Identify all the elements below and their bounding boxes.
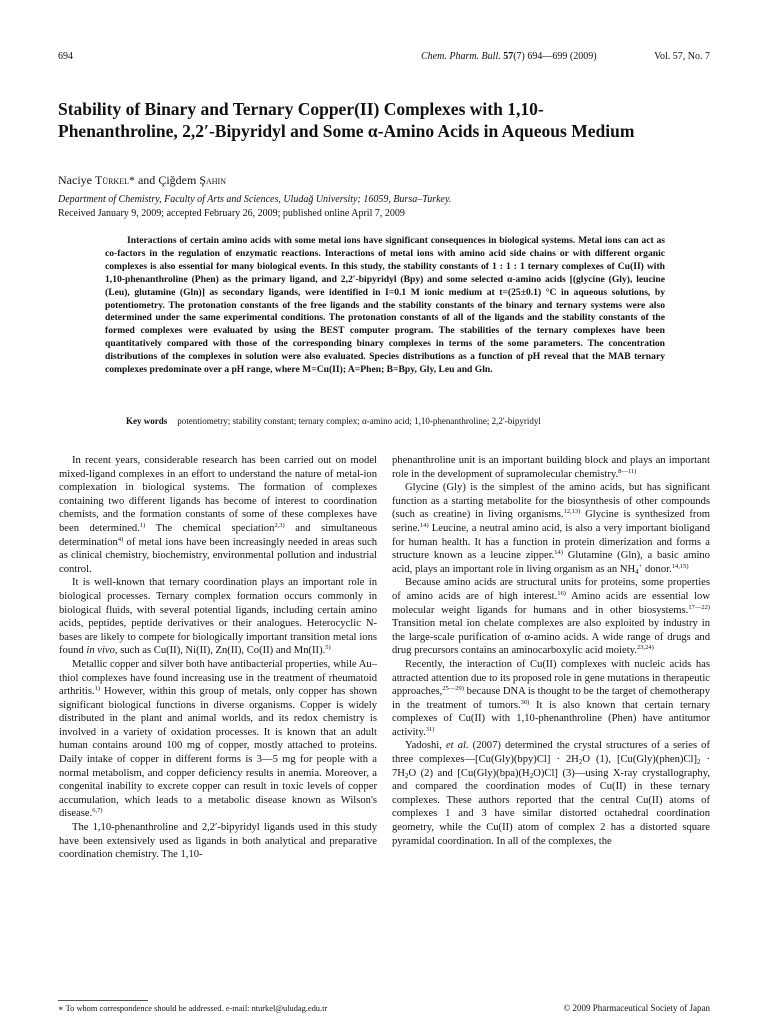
paragraph: Glycine (Gly) is the simplest of the amino acids, but has significant function as a starting metabolite for the biosynthesis of other compounds (such as creatine) in living organisms.$^{12,13)}$ Glycine is synthesized from serine.$^{14)}$ Leucine, a neutral amino acid, is also a very important bioligand for human health. It has a function in protein dimerization and forms a structure known as a leucine zipper.$^{14)}$ Glutamine (Gln), a basic amino acid, plays an important role in living organism as an $NH_4^+$ donor.$^{14,15)}$: [392, 482, 710, 576]
page-number: 694: [58, 51, 73, 62]
paragraph: Yadoshi, et al. (2007) determined the crystal structures of a series of three complexes—[Cu(Gly)(bpy)Cl] · $2H_2O$ (1), $[Cu(Gly)(phen)Cl]_2 \cdot 7H_2O$ (2) and $[Cu(Gly)(bpa)(H_2O)Cl]$ (3)—using X-ray crystallography, and compared the coordination modes of Cu(II) in these ternary complexes. These authors reported that the central Cu(II) atoms of complexes 1 and 3 have similar distorted octahedral coordination geometry, while the Cu(II) atom of complex 2 has a distorted square pyramidal coordination. In all of the complexes, the: [392, 740, 710, 847]
paragraph: Because amino acids are structural units for proteins, some properties of amino acids are of high interest.$^{16)}$ Amino acids are essential low molecular weight ligands for humans and in other biosystems.$^{17—22)}$ Transition metal ion chelate complexes are also exploited by industry in the large-scale purification of α-amino acids. A wide range of drugs and drug precursors contains an aminocarboxylic acid moiety.$^{23,24)}$: [392, 577, 710, 657]
reference-marker: 14): [419, 521, 429, 529]
reference-marker: 1): [139, 521, 146, 529]
reference-marker: 14): [554, 549, 563, 557]
correspondence-footnote: ∗ To whom correspondence should be addressed. e-mail: nturkel@uludag.edu.tr: [58, 1004, 328, 1013]
reference-marker: 12,13): [563, 508, 581, 516]
author2-first-name: Çiğdem: [158, 173, 197, 187]
copyright-notice: © 2009 Pharmaceutical Society of Japan: [563, 1003, 710, 1013]
paragraph: The 1,10-phenanthroline and 2,2′-bipyridyl ligands used in this study have been extensively used as ligands in both analytical and preparative coordination chemistry. The 1,10-: [59, 822, 377, 861]
reference-marker: 6,7): [92, 807, 103, 815]
reference-marker: 25—29): [442, 685, 464, 693]
reference-marker: 16): [557, 589, 566, 597]
volume-label: Vol. 57, No. 7: [654, 51, 710, 62]
running-header: [58, 51, 710, 65]
reference-marker: 1): [94, 685, 101, 693]
received-dates: Received January 9, 2009; accepted February 26, 2009; published online April 7, 2009: [58, 208, 405, 219]
reference-marker: 17—22): [688, 603, 710, 611]
keywords: [126, 416, 541, 426]
journal-name: Chem. Pharm. Bull.: [421, 51, 501, 62]
left-column: [59, 454, 377, 862]
article-title: Stability of Binary and Ternary Copper(II) Complexes with 1,10-Phenanthroline, 2,2′-Bipyridyl and Some α-Amino Acids in Aqueous Medium: [58, 99, 635, 141]
corresponding-mark: *: [128, 173, 135, 187]
author1-first-name: Naciye: [58, 173, 92, 187]
abstract: Interactions of certain amino acids with some metal ions have significant consequences in biological systems. Metal ions can act as co-factors in the regulation of enzymatic reactions. Interactions of metal ions with amino acid side chains or with different organic complexes is also essential for many biological events. In this study, the stability constants of 1 : 1 : 1 ternary complexes of Cu(II) with 1,10-phenanthroline (Phen) as the primary ligand, and 2,2′-bipyridyl (Bpy) and some selected α-amino acids [(glycine (Gly), leucine (Leu), glutamine (Gln)] as secondary ligands, were identified in I=0.1 M ionic medium at t=(25±0.1) °C in aqueous solutions, by potentiometry. The protonation constants of the free ligands and the stability constants of the binary and ternary systems were also determined under the same experimental conditions. The protonation constants of all of the ligands and the stability constants of the formed complexes were evaluated by using the BEST computer program. The stabilities of the ternary complexes have been quantitatively compared with those of the corresponding binary complexes in terms of the some parameters. The concentration distributions of the complexes in solution were also evaluated. Species distributions as a function of pH reveal that the MAB ternary complexes predominate over a pH range, where M=Cu(II); A=Phen; B=Bpy, Gly, Leu and Gln.: [105, 235, 665, 376]
keywords-text: potentiometry; stability constant; ternary complex; α-amino acid; 1,10-phenanthroline; 2,2′-bipyridyl: [177, 416, 541, 426]
journal-volume: 57: [503, 51, 514, 62]
journal-issue-pages: (7) 694—699 (2009): [513, 51, 597, 62]
reference-marker: 5): [325, 644, 331, 652]
reference-marker: 2,3): [274, 521, 285, 529]
reference-marker: 14,15): [671, 562, 689, 570]
reference-marker: 31): [425, 725, 435, 733]
author2-last-name: Şahin: [199, 173, 226, 187]
paragraph: phenanthroline unit is an important building block and plays an important role in the development of supramolecular chemistry.$^{8—11)}$: [392, 455, 710, 480]
reference-marker: 30): [520, 698, 530, 706]
journal-citation: [421, 51, 597, 62]
author1-last-name: Türkel: [94, 173, 129, 187]
paragraph: Metallic copper and silver both have antibacterial properties, while Au–thiol complexes have found increasing use in the treatment of rheumatoid arthritis.$^{1)}$ However, within this group of metals, only copper has shown significant biological functions in diverse organisms. Copper is widely distributed in the plant and animal worlds, and its redox chemistry is involved in a variety of oxidation processes. It is known that an adult human contains around 100 mg of copper, mostly attached to proteins. Daily intake of copper in different forms is 3—5 mg for people with a normal metabolism, and copper deficiency results in anemia. Moreover, a congenital inability to excrete copper can result in toxic levels of copper accumulation, which leads to a metabolic disease known as Wilson's disease.$^{6,7)}$: [59, 658, 377, 820]
footnote-rule: [58, 1000, 148, 1001]
paragraph: It is well-known that ternary coordination plays an important role in biological processes. Ternary complex formation occurs commonly in biological fluids, with several potential ligands, including certain amino acids, peptides, peptide derivatives or their analogues. Heterocyclic N-bases are likely to compete for biologically important transition metal ions found in vivo, such as Cu(II), Ni(II), Zn(II), Co(II) and Mn(II).$^{5)}$: [59, 577, 377, 657]
affiliation: Department of Chemistry, Faculty of Arts and Sciences, Uludağ University; 16059, Bursa–Turkey.: [58, 194, 452, 205]
paragraph: Recently, the interaction of Cu(II) complexes with nucleic acids has attracted attention due to its proposed role in gene mutations in therapeutic approaches,$^{25—29)}$ because DNA is thought to be the target of chemotherapy in the treatment of tumors.$^{30)}$ It is also known that certain ternary complexes of Cu(II) with 1,10-phenanthroline (Phen) have antitumor activity.$^{31)}$: [392, 658, 710, 738]
reference-marker: 23,24): [636, 644, 654, 652]
reference-marker: 4): [117, 535, 124, 543]
author-conjunction: and: [137, 173, 156, 187]
keywords-label: Key words: [126, 416, 168, 426]
right-column: [392, 454, 710, 848]
reference-marker: 8—11): [618, 467, 637, 475]
author-line: [58, 173, 226, 188]
paragraph: In recent years, considerable research has been carried out on model mixed-ligand complexes in an effort to understand the nature of metal-ion complexation in biological systems. The formation of complexes containing two different ligands has become of interest to coordination chemists, and the formation constants of some of these complexes have been determined.$^{1)}$ The chemical speciation$^{2,3)}$ and simultaneous determination$^{4)}$ of metal ions have been increasingly needed in areas such as clinical chemistry, biochemistry, environmental pollution and industrial control.: [59, 455, 378, 575]
